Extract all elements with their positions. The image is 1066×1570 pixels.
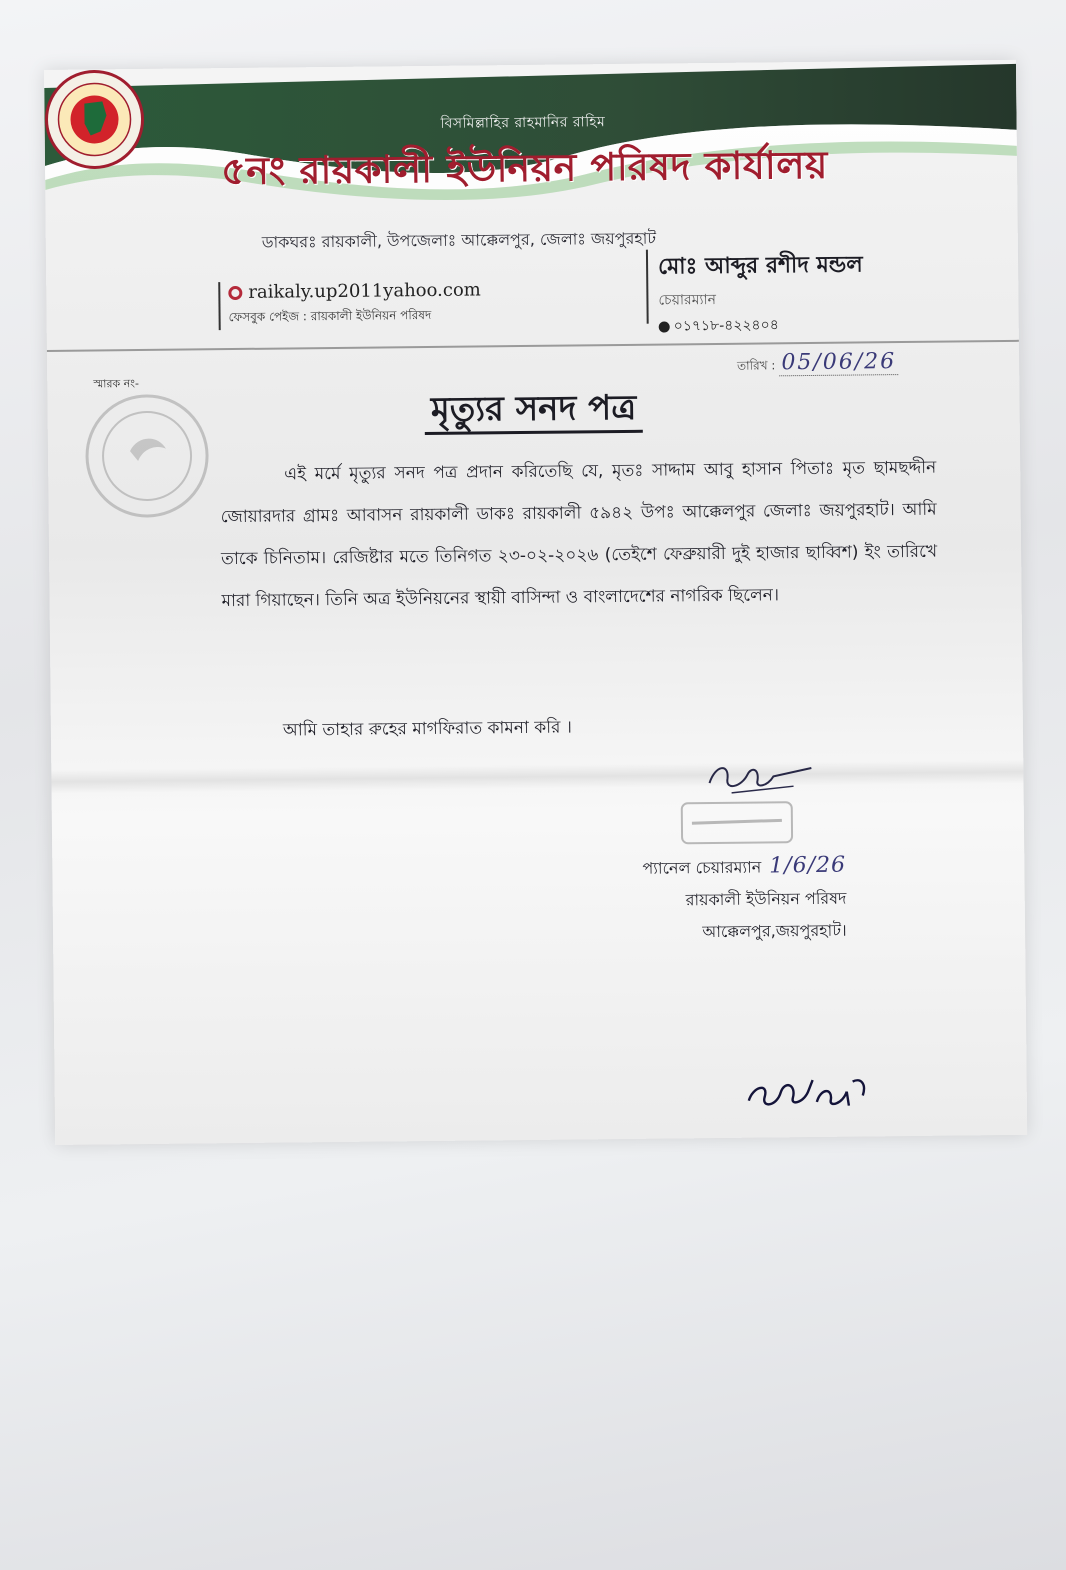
date-value: 05/06/26 [779, 349, 898, 376]
signatory-date: 1/6/26 [769, 852, 847, 879]
chairman-block [646, 247, 863, 335]
email-icon [228, 285, 242, 299]
office-address: ডাকঘরঃ রায়কালী, উপজেলাঃ আক্কেলপুর, জেলাঃ জয়পুরহাট [261, 228, 657, 252]
document-title [47, 378, 1020, 445]
date-label: তারিখ : [737, 358, 776, 373]
chairman-role: চেয়ারম্যান [658, 291, 717, 309]
chairman-phone: ০১৭১৮-৪২২৪০৪ [673, 317, 779, 335]
contact-block [218, 279, 481, 330]
blessing-line: আমি তাহার রুহের মাগফিরাত কামনা করি । [282, 717, 573, 741]
bismillah-text: বিসমিল্লাহির রাহমানির রাহিম [440, 114, 606, 132]
ink-stamp-mark-icon [672, 792, 803, 853]
memo-label: স্মারক নং- [93, 377, 140, 391]
government-seal-icon [44, 69, 145, 170]
certificate-sheet [44, 60, 1027, 1145]
chairman-name: মোঃ আব্দুর রশীদ মন্ডল [657, 252, 863, 280]
date-row [737, 349, 898, 378]
signatory-title-row [642, 850, 846, 885]
office-title: ৫নং রায়কালী ইউনিয়ন পরিষদ কার্যালয় [220, 142, 829, 194]
witness-signature [742, 1061, 873, 1118]
email-row [228, 279, 481, 303]
signatory-location: আক্কেলপুর,জয়পুরহাট। [702, 920, 847, 942]
certificate-body: এই মর্মে মৃত্যুর সনদ পত্র প্রদান করিতেছি যে, মৃতঃ সাদ্দাম আবু হাসান পিতাঃ মৃত ছামছদ্দীন জোয়ারদার গ্রামঃ আবাসন রায়কালী ডাকঃ রায়কালী ৫৯৪২ উপঃ আক্কেলপুর জেলাঃ জয়পুরহাট। আমি তাকে চিনিতাম। রেজিষ্টার মতে তিনিগত ২৩-০২-২০২৬ (তেইশে ফেব্রুয়ারী দুই হাজার ছাব্বিশ) ইং তারিখে মারা গিয়াছেন। তিনি অত্র ইউনিয়নের স্থায়ী বাসিন্দা ও বাংলাদেশের নাগরিক ছিলেন। [220, 457, 938, 612]
signatory-title: প্যানেল চেয়ারম্যান [642, 857, 762, 878]
chairman-phone-row [659, 312, 864, 338]
email-text: raikaly.up2011yahoo.com [248, 279, 481, 303]
facebook-text: ফেসবুক পেইজ : রায়কালী ইউনিয়ন পরিষদ [228, 307, 432, 325]
paper-fold-line [51, 760, 1023, 794]
phone-icon [659, 321, 670, 332]
signatory-block [642, 850, 847, 949]
document-title-text: মৃত্যুর সনদ পত্র [425, 388, 643, 435]
letterhead-banner [44, 60, 1019, 340]
signatory-office: রায়কালী ইউনিয়ন পরিষদ [685, 888, 847, 910]
